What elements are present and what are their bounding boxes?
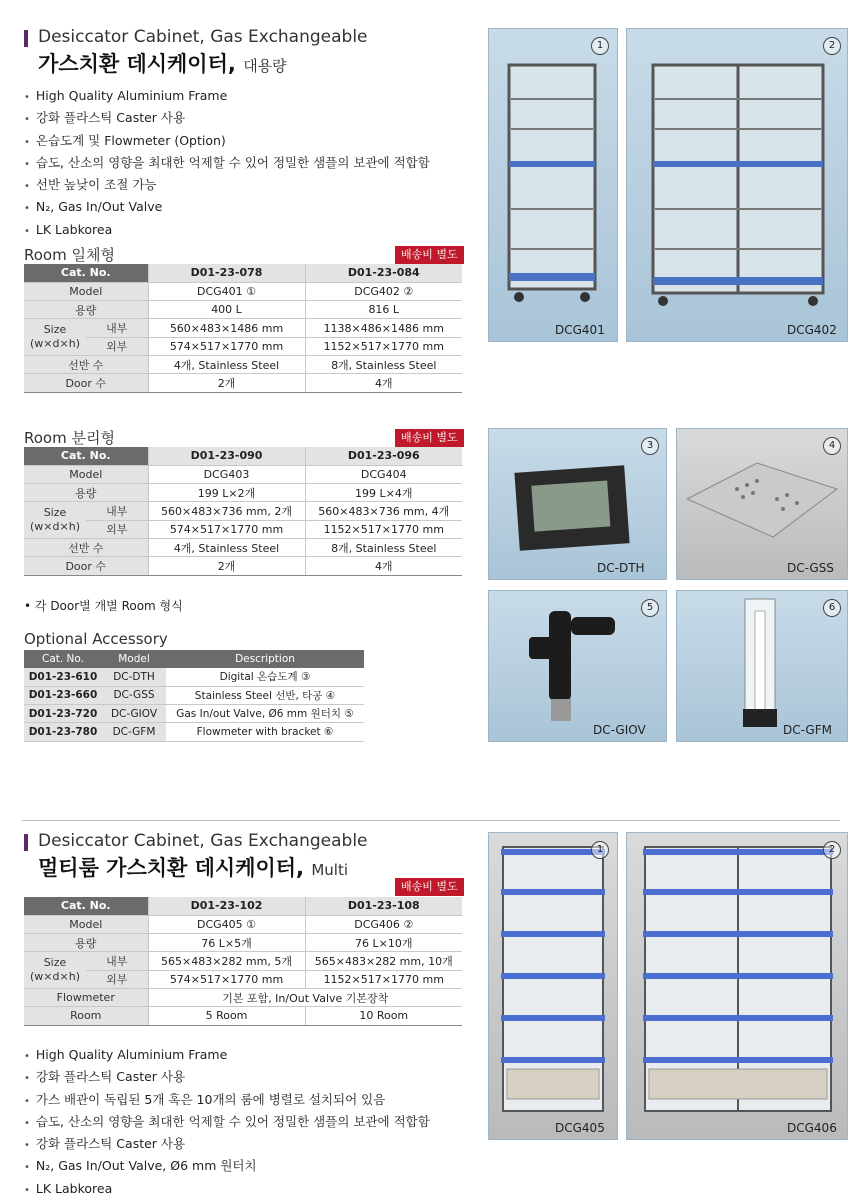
cell: 외부 [86,520,148,538]
title-ko-suffix: Multi [311,861,349,879]
cell: 8개, Stainless Steel [305,355,462,373]
cell: 565×483×282 mm, 5개 [148,952,305,970]
photo-caption: DC-DTH [597,561,645,575]
product-photo-dcg405 [488,832,618,1140]
table-row [24,897,462,915]
cell: D01-23-660 [24,686,102,704]
section-title-en: Desiccator Cabinet, Gas Exchangeable [38,831,368,851]
cell: D01-23-096 [305,447,462,465]
table-row [24,915,462,933]
feature-item: • 가스 배관이 독립된 5개 혹은 10개의 룸에 병렬로 설치되어 있음 [24,1090,430,1112]
feature-list [24,1045,430,1201]
feature-item: • High Quality Aluminium Frame [24,86,430,108]
cell: 199 L×4개 [305,484,462,502]
cell: 내부 [86,502,148,520]
cell: Room [24,1007,148,1025]
table-row [24,668,364,686]
table-row [24,447,462,465]
cell: 내부 [86,319,148,337]
cell: DCG405 ① [148,915,305,933]
cell: DC-GSS [102,686,166,704]
section-title-ko [38,852,348,882]
table-row [24,538,462,556]
photo-caption: DCG402 [787,323,837,337]
photo-caption: DC-GIOV [593,723,646,737]
cell: 574×517×1770 mm [148,337,305,355]
cell: DCG403 [148,465,305,483]
feature-item: • 온습도계 및 Flowmeter (Option) [24,131,430,153]
cell: Model [24,282,148,300]
table-row [24,301,462,319]
photo-number: 2 [823,841,841,859]
cell: Model [24,915,148,933]
photo-caption: DCG401 [555,323,605,337]
cell: 560×483×1486 mm [148,319,305,337]
cell: 4개 [305,557,462,575]
section-divider [22,820,840,821]
multi-spec-table [24,897,462,1026]
table-row [24,970,462,988]
cabinet-illustration [489,29,619,343]
cell: DC-GFM [102,723,166,741]
shipping-badge: 배송비 별도 [395,246,464,264]
cell: Cat. No. [24,447,148,465]
table-row [24,650,364,668]
cell: 565×483×282 mm, 10개 [305,952,462,970]
cell: 574×517×1770 mm [148,970,305,988]
cell: Gas In/out Valve, Ø6 mm 원터치 ⑤ [166,705,364,723]
cell: 기본 포함, In/Out Valve 기본장착 [148,988,462,1006]
table-row [24,484,462,502]
size-label: Size [43,323,67,337]
cell: 8개, Stainless Steel [305,538,462,556]
title-ko-suffix: 대용량 [243,57,287,75]
table-row [24,934,462,952]
cell: DCG401 ① [148,282,305,300]
cell: 5 Room [148,1007,305,1025]
optional-title: Optional Accessory [24,630,168,648]
room1-spec-table [24,264,462,393]
cell: 1138×486×1486 mm [305,319,462,337]
cell: 2개 [148,374,305,392]
feature-item: • High Quality Aluminium Frame [24,1045,430,1067]
table-row [24,723,364,741]
cell: 외부 [86,970,148,988]
cell: 용량 [24,484,148,502]
cell: 2개 [148,557,305,575]
cell: Cat. No. [24,897,148,915]
size-label-dims: (w×d×h) [30,970,80,984]
cell: Flowmeter [24,988,148,1006]
title-ko-main: 가스치환 데시케이터, [38,52,236,76]
cell: Stainless Steel 선반, 타공 ④ [166,686,364,704]
product-photo-dc-dth [488,428,667,580]
cell: Door 수 [24,374,148,392]
photo-caption: DC-GSS [787,561,834,575]
feature-item: • 습도, 산소의 영향을 최대한 억제할 수 있어 정밀한 샘플의 보관에 적합함 [24,153,430,175]
size-label: Size [43,956,67,970]
cell: D01-23-720 [24,705,102,723]
cell: 외부 [86,337,148,355]
table-row [24,319,462,337]
feature-item: • 강화 플라스틱 Caster 사용 [24,1067,430,1089]
feature-item: • LK Labkorea [24,1179,430,1201]
feature-item: • N₂, Gas In/Out Valve [24,197,430,219]
cabinet-illustration [489,833,619,1141]
cell: 400 L [148,301,305,319]
room2-title: Room 분리형 [24,429,115,447]
cell: D01-23-090 [148,447,305,465]
cell: D01-23-780 [24,723,102,741]
cell: DCG406 ② [305,915,462,933]
table-row [24,686,364,704]
product-photo-dc-giov [488,590,667,742]
shelf-illustration [677,429,849,581]
table-row [24,282,462,300]
table-row [24,264,462,282]
cell: 4개, Stainless Steel [148,538,305,556]
cell: 4개, Stainless Steel [148,355,305,373]
cell: Cat. No. [24,264,148,282]
valve-illustration [489,591,668,743]
table-row [24,355,462,373]
title-ko-main: 멀티룸 가스치환 데시케이터, [38,856,305,880]
cell [24,952,86,989]
cell: 용량 [24,301,148,319]
product-photo-dc-gfm [676,590,848,742]
table-row [24,465,462,483]
cell: 1152×517×1770 mm [305,337,462,355]
photo-number: 1 [591,37,609,55]
photo-number: 1 [591,841,609,859]
product-photo-dc-gss [676,428,848,580]
cell: 내부 [86,952,148,970]
cell: DCG404 [305,465,462,483]
cell: 76 L×10개 [305,934,462,952]
table-row [24,988,462,1006]
table-row [24,502,462,520]
photo-caption: DCG406 [787,1121,837,1135]
cell: 선반 수 [24,538,148,556]
size-label-dims: (w×d×h) [30,520,80,534]
cell: Description [166,650,364,668]
cell: DC-GIOV [102,705,166,723]
cell: 10 Room [305,1007,462,1025]
table-row [24,374,462,392]
size-label-dims: (w×d×h) [30,337,80,351]
feature-item: • N₂, Gas In/Out Valve, Ø6 mm 원터치 [24,1156,430,1178]
feature-item: • 강화 플라스틱 Caster 사용 [24,108,430,130]
cell: 560×483×736 mm, 2개 [148,502,305,520]
table-row [24,952,462,970]
photo-number: 3 [641,437,659,455]
cell: 1152×517×1770 mm [305,520,462,538]
product-photo-dcg401 [488,28,618,342]
cell: 199 L×2개 [148,484,305,502]
feature-item: • 습도, 산소의 영향을 최대한 억제할 수 있어 정밀한 샘플의 보관에 적합함 [24,1112,430,1134]
photo-number: 5 [641,599,659,617]
feature-list [24,86,430,242]
cell: 816 L [305,301,462,319]
cell: Model [24,465,148,483]
cell: D01-23-102 [148,897,305,915]
photo-number: 4 [823,437,841,455]
table-row [24,337,462,355]
cell: DC-DTH [102,668,166,686]
cabinet-illustration [627,833,849,1141]
cell: Door 수 [24,557,148,575]
section-marker [24,30,28,47]
section-title-ko [38,48,287,78]
size-label: Size [43,506,67,520]
accessory-table [24,650,364,742]
flowmeter-illustration [677,591,849,743]
table-row [24,705,364,723]
cell: Flowmeter with bracket ⑥ [166,723,364,741]
shipping-badge: 배송비 별도 [395,878,464,896]
cell: Cat. No. [24,650,102,668]
section-marker [24,834,28,851]
table-row [24,557,462,575]
room-note: • 각 Door별 개별 Room 형식 [24,599,183,613]
product-photo-dcg402 [626,28,848,342]
cell: 1152×517×1770 mm [305,970,462,988]
cell: D01-23-610 [24,668,102,686]
table-row [24,1007,462,1025]
cell: 4개 [305,374,462,392]
photo-caption: DC-GFM [783,723,832,737]
room1-title: Room 일체형 [24,246,115,264]
feature-item: • 강화 플라스틱 Caster 사용 [24,1134,430,1156]
cell [24,502,86,539]
room2-spec-table [24,447,462,576]
cell: 선반 수 [24,355,148,373]
cell: 76 L×5개 [148,934,305,952]
cell: Digital 온습도계 ③ [166,668,364,686]
feature-item: • LK Labkorea [24,220,430,242]
photo-number: 6 [823,599,841,617]
cell: 560×483×736 mm, 4개 [305,502,462,520]
photo-caption: DCG405 [555,1121,605,1135]
cell: 574×517×1770 mm [148,520,305,538]
shipping-badge: 배송비 별도 [395,429,464,447]
cell: D01-23-084 [305,264,462,282]
hygrometer-illustration [489,429,668,581]
photo-number: 2 [823,37,841,55]
cabinet-illustration [627,29,849,343]
table-row [24,520,462,538]
feature-item: • 선반 높낮이 조절 가능 [24,175,430,197]
room-note-text: 각 Door별 개별 Room 형식 [34,599,183,613]
cell: D01-23-078 [148,264,305,282]
cell: 용량 [24,934,148,952]
cell: DCG402 ② [305,282,462,300]
cell: D01-23-108 [305,897,462,915]
section-title-en: Desiccator Cabinet, Gas Exchangeable [38,27,368,47]
cell: Model [102,650,166,668]
cell [24,319,86,356]
product-photo-dcg406 [626,832,848,1140]
